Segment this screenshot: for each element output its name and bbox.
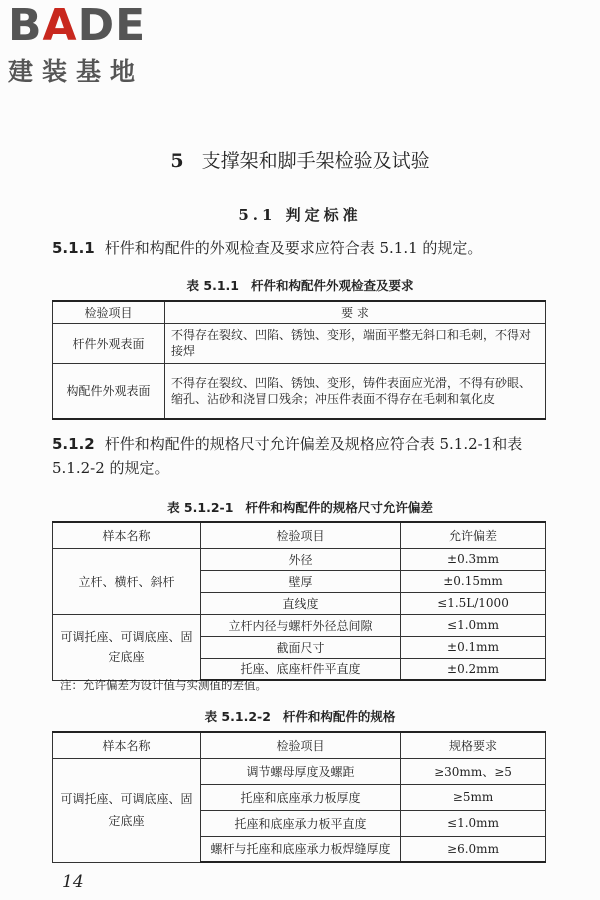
clause-5-1-1 [52,236,552,260]
item-cell: 截面尺寸 [201,636,401,658]
header-cell: 允许偏差 [401,522,546,548]
item-cell: 调节螺母厚度及螺距 [201,758,401,784]
value-cell: ≤1.5L/1000 [401,592,546,614]
header-cell: 样本名称 [53,732,201,758]
header-cell: 要 求 [165,301,546,323]
header-cell: 样本名称 [53,522,201,548]
logo-letters-de: DE [77,0,147,51]
value-cell: ≤1.0mm [401,810,546,836]
item-cell: 杆件外观表面 [53,323,165,363]
table-row [53,363,546,419]
table-header-row [53,522,546,548]
table-5-1-2-2-caption [0,707,600,725]
table-header-row [53,732,546,758]
item-cell: 立杆内径与螺杆外径总间隙 [201,614,401,636]
table-title: 杆件和构配件的规格 [282,709,396,724]
logo-subtitle: 建装基地 [8,57,145,86]
logo-letter-b: B [8,0,43,51]
value-cell: ±0.3mm [401,548,546,570]
item-cell: 外径 [201,548,401,570]
value-cell: ±0.2mm [401,658,546,680]
chapter-title [0,146,600,173]
table-row [53,758,546,784]
item-cell: 托座和底座承力板平直度 [201,810,401,836]
value-cell: ±0.15mm [401,570,546,592]
chapter-number: 5 [170,150,184,172]
clause-number: 5.1.1 [52,239,95,257]
value-cell: ≥30mm、≥5 [401,758,546,784]
item-cell: 直线度 [201,592,401,614]
table-number: 表 5.1.2-1 [167,500,234,515]
chapter-title-text: 支撑架和脚手架检验及试验 [201,150,430,172]
header-cell: 规格要求 [401,732,546,758]
table-header-row [53,301,546,323]
table-row [53,323,546,363]
clause-text: 杆件和构配件的外观检查及要求应符合表 5.1.1 的规定。 [104,239,483,257]
table-note: 注：允许偏差为设计值与实测值的差值。 [60,678,267,692]
sample-cell: 可调托座、可调底座、固定底座 [53,758,201,862]
value-cell: ±0.1mm [401,636,546,658]
table-5-1-2-1-caption [0,498,600,516]
value-cell: ≥6.0mm [401,836,546,862]
header-cell: 检验项目 [201,522,401,548]
item-cell: 壁厚 [201,570,401,592]
requirement-cell: 不得存在裂纹、凹陷、锈蚀、变形，铸件表面应光滑，不得有砂眼、缩孔、沾砂和浇冒口残余；冲压件表面不得存在毛刺和氧化皮 [165,363,546,419]
clause-number: 5.1.2 [52,435,95,453]
table-number: 表 5.1.2-2 [204,709,271,724]
table-row [53,614,546,636]
table-5-1-2-1 [52,521,546,681]
table-5-1-1-caption [0,276,600,294]
header-cell: 检验项目 [201,732,401,758]
logo-letter-a: A [42,0,78,51]
value-cell: ≤1.0mm [401,614,546,636]
page-number: 14 [62,872,84,892]
sample-cell: 立杆、横杆、斜杆 [53,548,201,614]
item-cell: 螺杆与托座和底座承力板焊缝厚度 [201,836,401,862]
logo [8,2,178,88]
item-cell: 托座、底座杆件平直度 [201,658,401,680]
logo-wordmark [8,2,178,50]
section-title: 5.1 判定标准 [238,206,362,224]
header-cell: 检验项目 [53,301,165,323]
sample-cell: 可调托座、可调底座、固定底座 [53,614,201,680]
table-title: 杆件和构配件的规格尺寸允许偏差 [245,500,433,515]
table-title: 杆件和构配件外观检查及要求 [250,278,414,293]
requirement-cell: 不得存在裂纹、凹陷、锈蚀、变形，端面平整无斜口和毛刺，不得对接焊 [165,323,546,363]
table-row [53,548,546,570]
table-number: 表 5.1.1 [186,278,239,293]
item-cell: 托座和底座承力板厚度 [201,784,401,810]
table-5-1-2-2 [52,731,546,863]
value-cell: ≥5mm [401,784,546,810]
clause-5-1-2 [52,432,552,480]
clause-text: 杆件和构配件的规格尺寸允许偏差及规格应符合表 5.1.2-1和表 5.1.2-2 的规定。 [52,435,523,477]
table-5-1-1 [52,300,546,420]
item-cell: 构配件外观表面 [53,363,165,419]
